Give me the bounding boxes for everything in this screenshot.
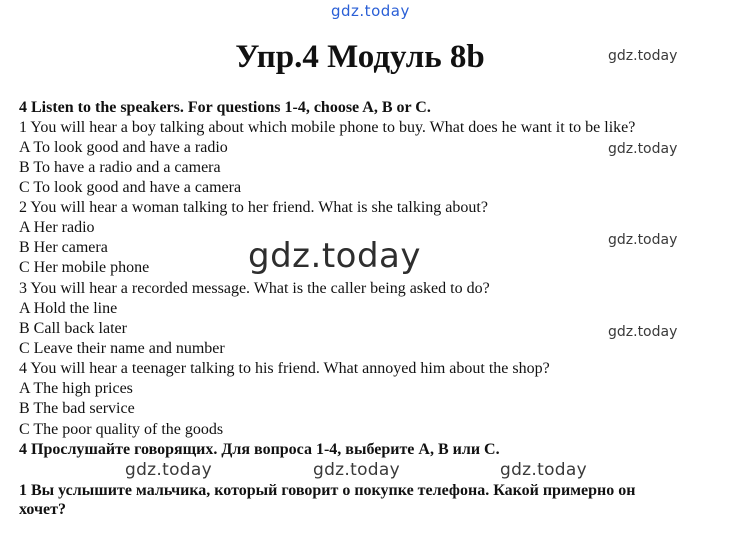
- question-1-option-a: A To look good and have a radio: [19, 139, 228, 156]
- watermark-bottom-1: gdz.today: [125, 460, 212, 480]
- question-2-option-b: B Her camera: [19, 239, 108, 256]
- watermark-right-3: gdz.today: [608, 232, 678, 248]
- watermark-right-2: gdz.today: [608, 141, 678, 157]
- watermark-right-4: gdz.today: [608, 324, 678, 340]
- question-3-option-b: B Call back later: [19, 320, 127, 337]
- watermark-center: gdz.today: [248, 236, 421, 276]
- watermark-bottom-3: gdz.today: [500, 460, 587, 480]
- question-2-option-a: A Her radio: [19, 219, 95, 236]
- watermark-right-1: gdz.today: [608, 48, 678, 64]
- page-title: Упр.4 Модуль 8b: [235, 39, 485, 75]
- ru-question-1-line-1: 1 Вы услышите мальчика, который говорит о покупке телефона. Какой примерно он: [19, 482, 636, 499]
- watermark-top: gdz.today: [331, 2, 410, 20]
- question-4-option-c: C The poor quality of the goods: [19, 421, 224, 438]
- question-1: 1 You will hear a boy talking about which mobile phone to buy. What does he want it to be like?: [19, 119, 636, 136]
- ru-task-heading: 4 Прослушайте говорящих. Для вопроса 1-4, выберите А, В или С.: [19, 441, 500, 458]
- ru-question-1-line-2: хочет?: [19, 501, 66, 518]
- question-1-option-c: C To look good and have a camera: [19, 179, 242, 196]
- watermark-bottom-2: gdz.today: [313, 460, 400, 480]
- question-3-option-a: A Hold the line: [19, 300, 118, 317]
- question-1-option-b: B To have a radio and a camera: [19, 159, 221, 176]
- question-4-option-b: B The bad service: [19, 400, 135, 417]
- task-heading: 4 Listen to the speakers. For questions 1-4, choose A, B or C.: [19, 99, 431, 116]
- question-4-option-a: A The high prices: [19, 380, 133, 397]
- question-2-option-c: C Her mobile phone: [19, 259, 150, 276]
- question-2: 2 You will hear a woman talking to her friend. What is she talking about?: [19, 199, 488, 216]
- question-3: 3 You will hear a recorded message. What is the caller being asked to do?: [19, 280, 490, 297]
- question-4: 4 You will hear a teenager talking to his friend. What annoyed him about the shop?: [19, 360, 550, 377]
- question-3-option-c: C Leave their name and number: [19, 340, 225, 357]
